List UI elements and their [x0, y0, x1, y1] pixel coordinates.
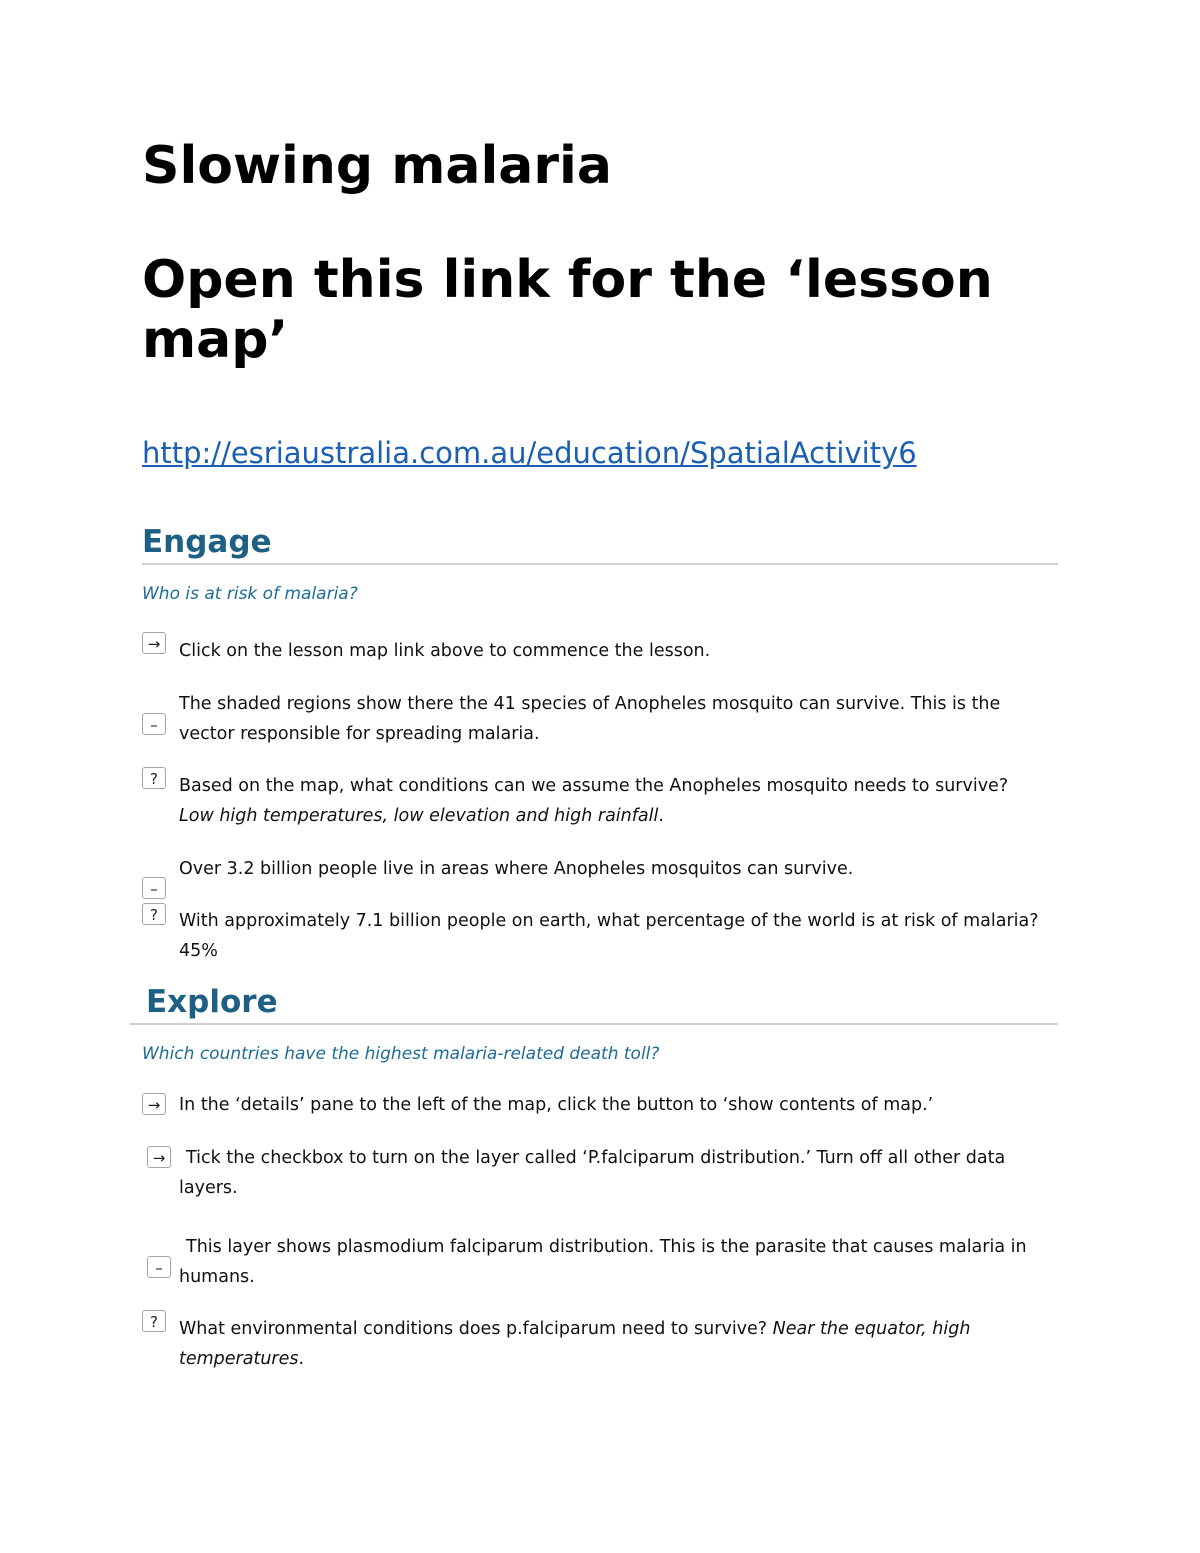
explore-item-3: This layer shows plasmodium falciparum distribution. This is the parasite that causes malaria in humans. — [179, 1237, 1027, 1287]
engage-item-5 — [179, 906, 1059, 966]
explore-item-4-tail: . — [298, 1349, 305, 1369]
explore-item-4-text: What environmental conditions does p.falciparum need to survive? — [179, 1319, 768, 1339]
arrow-icon: → — [142, 632, 166, 654]
engage-item-3-tail: . — [658, 806, 664, 826]
engage-item-1: Click on the lesson map link above to commence the lesson. — [179, 641, 711, 661]
arrow-icon: → — [142, 1093, 166, 1115]
minus-icon: – — [142, 713, 166, 735]
question-icon: ? — [142, 903, 166, 925]
explore-item-2: Tick the checkbox to turn on the layer called ‘P.falciparum distribution.’ Turn off all other data layers. — [179, 1148, 1006, 1198]
section-heading-engage: Engage — [142, 524, 272, 560]
page-title: Slowing malaria — [142, 136, 612, 196]
explore-question: Which countries have the highest malaria-related death toll? — [142, 1044, 660, 1064]
engage-item-3-answer: Low high temperatures, low elevation and high rainfall — [179, 806, 659, 826]
section-heading-explore: Explore — [146, 984, 278, 1020]
engage-item-5-answer: 45% — [179, 941, 218, 961]
minus-icon: – — [147, 1256, 171, 1278]
engage-item-2: The shaded regions show there the 41 species of Anopheles mosquito can survive. This is the vector responsible for spreading malaria. — [179, 694, 1001, 744]
explore-item-1: In the ‘details’ pane to the left of the map, click the button to ‘show contents of map.’ — [179, 1095, 934, 1115]
engage-item-4: Over 3.2 billion people live in areas where Anopheles mosquitos can survive. — [179, 859, 854, 879]
engage-item-3-text: Based on the map, what conditions can we assume the Anopheles mosquito needs to survive? — [179, 776, 1009, 796]
minus-icon: – — [142, 877, 166, 899]
explore-item-4 — [179, 1314, 1059, 1374]
section-divider — [142, 563, 1058, 565]
engage-question: Who is at risk of malaria? — [142, 584, 358, 604]
explore-item-4-answer: Near the equator, high temperatures — [179, 1319, 971, 1369]
page-subtitle: Open this link for the ‘lesson map’ — [142, 250, 993, 370]
section-divider — [130, 1023, 1058, 1025]
lesson-map-link[interactable]: http://esriaustralia.com.au/education/SpatialActivity6 — [142, 436, 917, 470]
engage-item-3 — [179, 771, 1059, 831]
question-icon: ? — [142, 1310, 166, 1332]
engage-item-5-text: With approximately 7.1 billion people on earth, what percentage of the world is at risk of malaria? — [179, 911, 1039, 931]
question-icon: ? — [142, 767, 166, 789]
arrow-icon: → — [147, 1146, 171, 1168]
